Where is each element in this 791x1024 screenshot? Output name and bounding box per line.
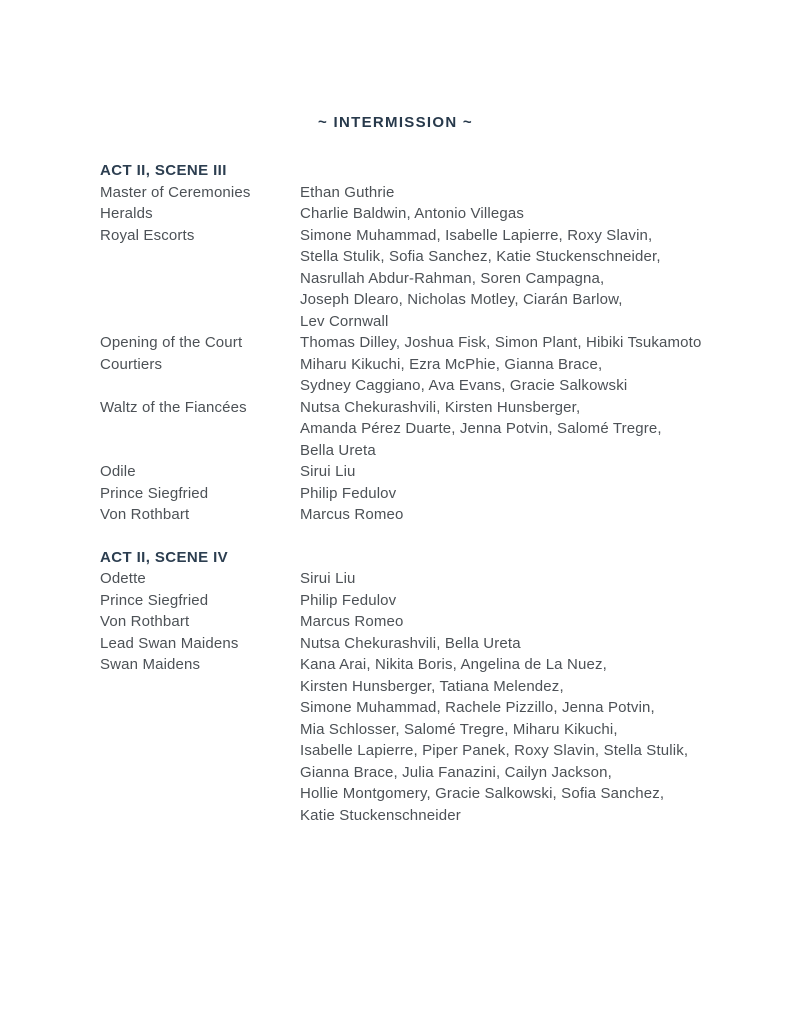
cast-list xyxy=(100,160,740,826)
cast-names-line: Ethan Guthrie xyxy=(300,183,395,201)
cast-names xyxy=(300,633,740,655)
scene-section xyxy=(100,160,740,526)
cast-names-line: Simone Muhammad, Isabelle Lapierre, Roxy Slavin, xyxy=(300,226,653,244)
cast-names-line: Nasrullah Abdur-Rahman, Soren Campagna, xyxy=(300,269,605,287)
role-label: Opening of the Court xyxy=(100,334,243,351)
cast-names-line: Thomas Dilley, Joshua Fisk, Simon Plant, Hibiki Tsukamoto xyxy=(300,334,702,351)
role-label: Master of Ceremonies xyxy=(100,183,251,201)
cast-names-line: Simone Muhammad, Rachele Pizzillo, Jenna Potvin, xyxy=(300,699,655,716)
cast-row xyxy=(100,504,740,526)
cast-names-line: Kirsten Hunsberger, Tatiana Melendez, xyxy=(300,677,564,695)
cast-names xyxy=(300,354,740,397)
cast-names xyxy=(300,611,740,633)
cast-names xyxy=(300,397,740,462)
cast-row xyxy=(100,590,740,612)
cast-names-line: Miharu Kikuchi, Ezra McPhie, Gianna Brace, xyxy=(300,355,603,373)
cast-names-line: Nutsa Chekurashvili, Kirsten Hunsberger, xyxy=(300,398,581,416)
role-label: Odette xyxy=(100,570,146,587)
cast-row xyxy=(100,203,740,225)
cast-names-line: Sirui Liu xyxy=(300,463,356,480)
role-label: Prince Siegfried xyxy=(100,484,209,502)
cast-names-line: Marcus Romeo xyxy=(300,506,404,523)
role-label: Von Rothbart xyxy=(100,506,190,523)
role-label: Odile xyxy=(100,463,136,480)
cast-row xyxy=(100,654,740,826)
role-label: Heralds xyxy=(100,205,153,222)
scene-title: ACT II, SCENE IV xyxy=(100,548,229,566)
cast-names xyxy=(300,203,740,225)
cast-names xyxy=(300,182,740,204)
cast-names-line: Kana Arai, Nikita Boris, Angelina de La Nuez, xyxy=(300,656,607,673)
cast-row xyxy=(100,182,740,204)
cast-names-line: Philip Fedulov xyxy=(300,591,397,609)
cast-names-line: Lev Cornwall xyxy=(300,312,389,330)
cast-names-line: Joseph Dlearo, Nicholas Motley, Ciarán Barlow, xyxy=(300,291,623,308)
cast-names-line: Gianna Brace, Julia Fanazini, Cailyn Jackson, xyxy=(300,763,612,781)
cast-names xyxy=(300,504,740,526)
cast-names-line: Sirui Liu xyxy=(300,570,356,587)
cast-row xyxy=(100,483,740,505)
cast-row xyxy=(100,611,740,633)
scene-section xyxy=(100,547,740,827)
cast-names xyxy=(300,332,740,354)
cast-names-line: Sydney Caggiano, Ava Evans, Gracie Salkowski xyxy=(300,377,628,394)
cast-names-line: Mia Schlosser, Salomé Tregre, Miharu Kikuchi, xyxy=(300,720,618,738)
cast-names xyxy=(300,590,740,612)
cast-names-line: Stella Stulik, Sofia Sanchez, Katie Stuckenschneider, xyxy=(300,248,661,265)
scene-title: ACT II, SCENE III xyxy=(100,162,227,179)
cast-names xyxy=(300,461,740,483)
cast-names-line: Amanda Pérez Duarte, Jenna Potvin, Salomé Tregre, xyxy=(300,420,662,437)
cast-names-line: Bella Ureta xyxy=(300,441,376,459)
role-label: Lead Swan Maidens xyxy=(100,634,239,652)
role-label: Waltz of the Fiancées xyxy=(100,398,247,416)
cast-row xyxy=(100,397,740,462)
role-label: Courtiers xyxy=(100,355,163,373)
cast-row xyxy=(100,461,740,483)
cast-names-line: Hollie Montgomery, Gracie Salkowski, Sofia Sanchez, xyxy=(300,785,665,802)
role-label: Royal Escorts xyxy=(100,226,195,244)
cast-names-line: Marcus Romeo xyxy=(300,613,404,630)
cast-names-line: Philip Fedulov xyxy=(300,484,397,502)
role-label: Prince Siegfried xyxy=(100,591,209,609)
cast-names xyxy=(300,568,740,590)
cast-names xyxy=(300,654,740,826)
cast-row xyxy=(100,225,740,333)
cast-names-line: Isabelle Lapierre, Piper Panek, Roxy Slavin, Stella Stulik, xyxy=(300,742,689,759)
cast-names-line: Nutsa Chekurashvili, Bella Ureta xyxy=(300,634,521,652)
cast-row xyxy=(100,332,740,354)
cast-names xyxy=(300,483,740,505)
cast-row xyxy=(100,354,740,397)
cast-names-line: Charlie Baldwin, Antonio Villegas xyxy=(300,205,524,222)
cast-row xyxy=(100,568,740,590)
cast-names-line: Katie Stuckenschneider xyxy=(300,806,461,824)
cast-row xyxy=(100,633,740,655)
role-label: Von Rothbart xyxy=(100,613,190,630)
role-label: Swan Maidens xyxy=(100,656,201,673)
cast-names xyxy=(300,225,740,333)
intermission-heading: ~ INTERMISSION ~ xyxy=(318,114,473,131)
